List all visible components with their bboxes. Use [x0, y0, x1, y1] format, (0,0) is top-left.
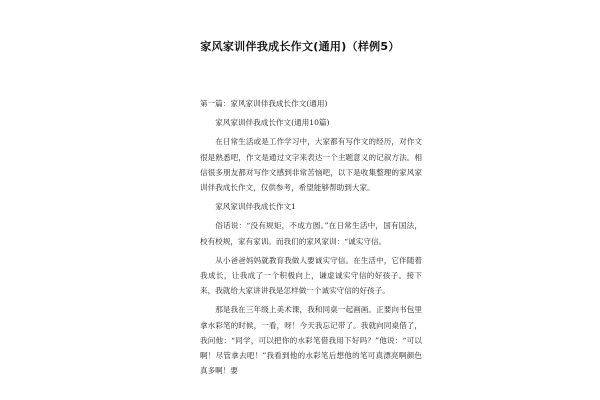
body-paragraph: 从小爸爸妈妈就教育我做人要诚实守信。在生活中，它伴随着我成长，让我成了一个积极向上，谦虚诚实守信的好孩子。接下来，我就给大家讲讲我是怎样做一个诚实守信的好孩子。 — [200, 255, 422, 296]
document-title: 家风家训伴我成长作文(通用)（样例5） — [200, 40, 400, 53]
section-heading: 第一篇：家风家训伴我成长作文(通用) — [200, 99, 328, 108]
intro-paragraph: 在日常生活或是工作学习中，大家都有写作文的经历，对作文很是熟悉吧，作文是通过文字来表达一个主题意义的记叙方法。相信很多朋友都对写作文感到非常苦恼吧，以下是收集整理的家风家训伴我成长作文，仅供参考，希望能够帮助到大家。 — [200, 137, 422, 193]
subheading: 家风家训伴我成长作文(通用10篇) — [215, 118, 330, 128]
body-paragraph: 俗话说：“没有规矩，不成方圆。”在日常生活中，国有国法，校有校规，家有家训。而我们的家风家训：“诚实守信。 — [200, 221, 422, 246]
essay-heading: 家风家训伴我成长作文1 — [215, 202, 296, 212]
body-paragraph: 那是我在三年级上美术课，我和同桌一起画画。正要向书包里拿水彩笔的时候，一看，呀！今天我忘记带了。我就向同桌借了，我问他：“同学，可以把你的水彩笔借我用下好吗？”他说：“可以啊！尽管拿去吧！”我看到他的水彩笔后想他的笔可真漂亮啊颜色真多啊！要 — [200, 305, 422, 376]
document-body — [200, 96, 422, 382]
